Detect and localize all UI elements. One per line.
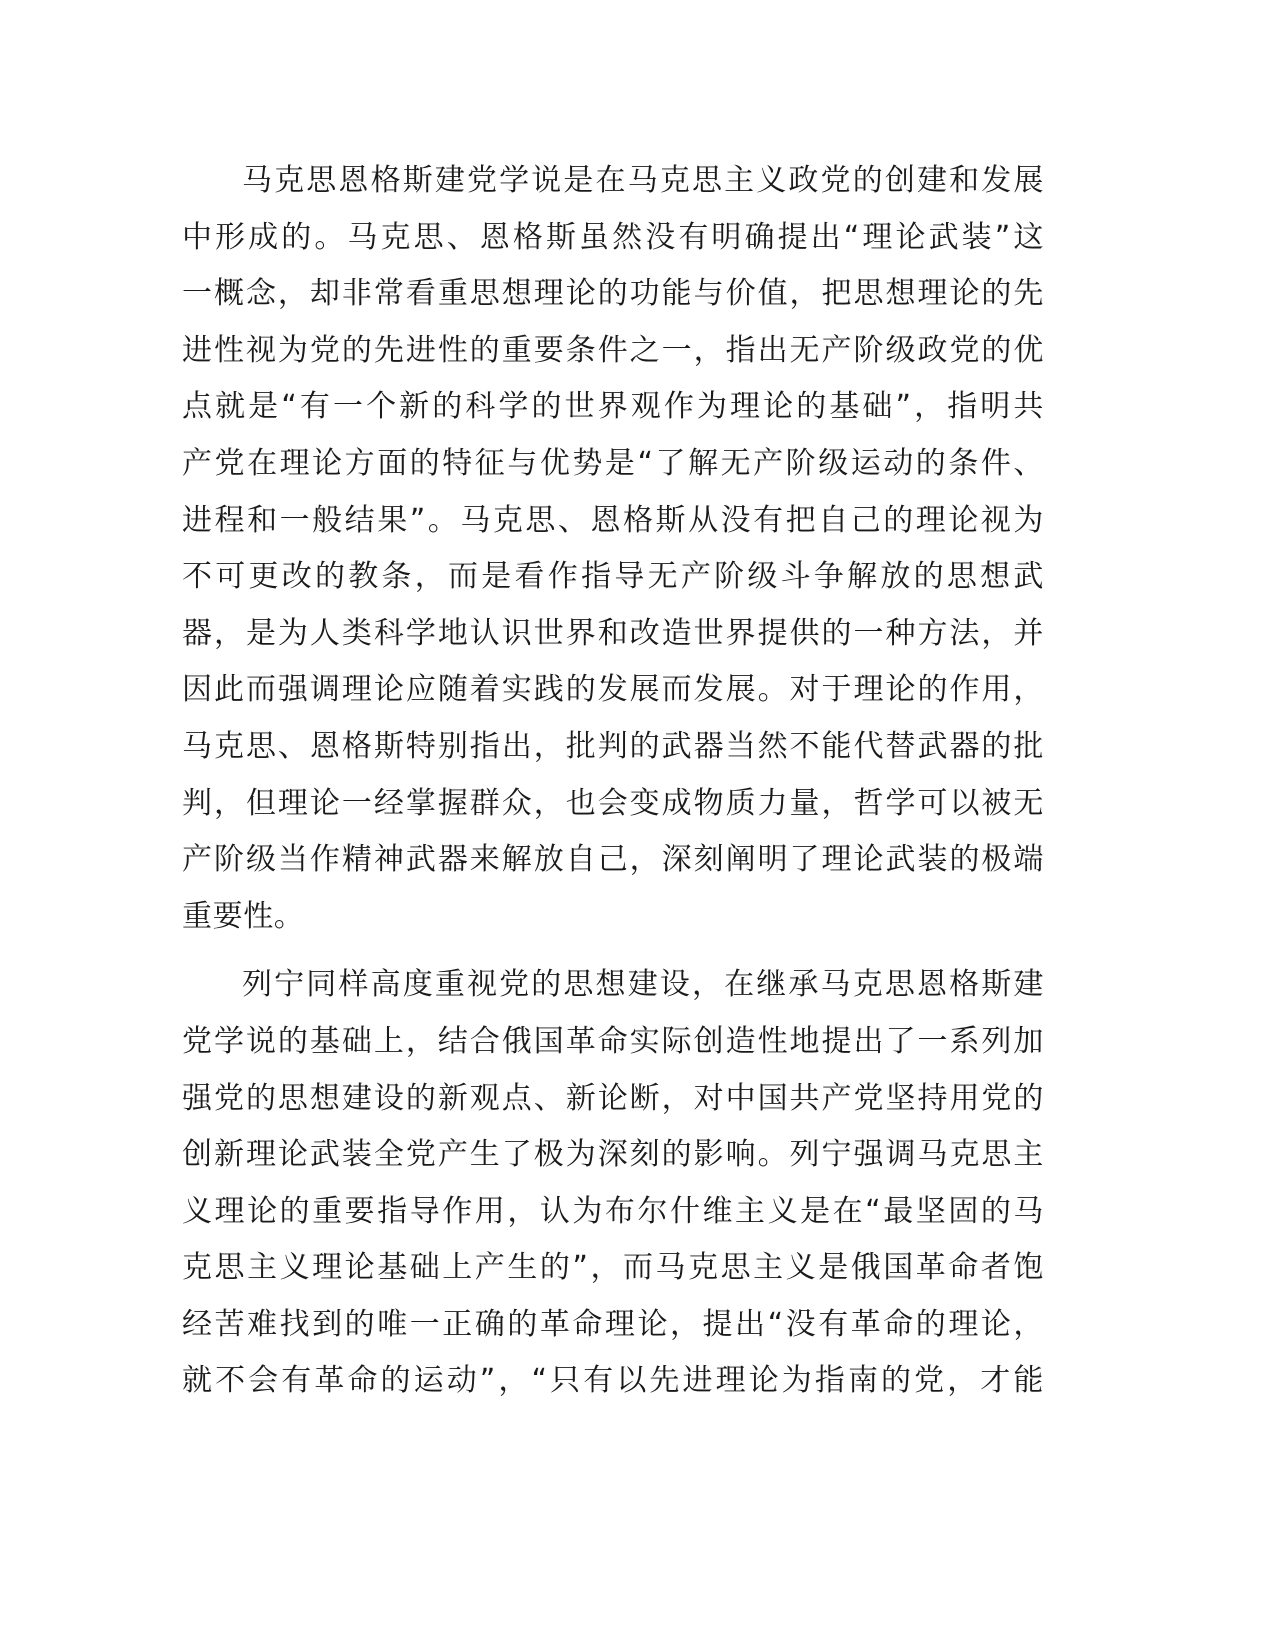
text-line: 创新理论武装全党产生了极为深刻的影响。列宁强调马克思主 [182, 1137, 1044, 1173]
text-line: 强党的思想建设的新观点、新论断，对中国共产党坚持用党的 [182, 1080, 1044, 1116]
text-line: 一概念，却非常看重思想理论的功能与价值，把思想理论的先 [182, 276, 1044, 312]
paragraph-lenin [182, 957, 1044, 1410]
text-line: 因此而强调理论应随着实践的发展而发展。对于理论的作用， [182, 672, 1044, 708]
text-line: 器，是为人类科学地认识世界和改造世界提供的一种方法，并 [182, 615, 1044, 651]
text-line: 产阶级当作精神武器来解放自己，深刻阐明了理论武装的极端 [182, 842, 1044, 878]
text-line: 进性视为党的先进性的重要条件之一，指出无产阶级政党的优 [182, 332, 1044, 368]
text-line: 党学说的基础上，结合俄国革命实际创造性地提出了一系列加 [182, 1023, 1044, 1059]
text-line: 经苦难找到的唯一正确的革命理论，提出“没有革命的理论， [182, 1306, 1044, 1342]
text-line: 马克思、恩格斯特别指出，批判的武器当然不能代替武器的批 [182, 728, 1044, 764]
text-line: 不可更改的教条，而是看作指导无产阶级斗争解放的思想武 [182, 559, 1044, 595]
text-line: 产党在理论方面的特征与优势是“了解无产阶级运动的条件、 [182, 445, 1044, 481]
text-line: 点就是“有一个新的科学的世界观作为理论的基础”，指明共 [182, 389, 1044, 425]
document-body [182, 153, 1044, 1410]
paragraph-marx-engels [182, 153, 1044, 945]
text-line: 就不会有革命的运动”，“只有以先进理论为指南的党，才能 [182, 1363, 1044, 1399]
text-line: 进程和一般结果”。马克思、恩格斯从没有把自己的理论视为 [182, 502, 1044, 538]
text-line: 中形成的。马克思、恩格斯虽然没有明确提出“理论武装”这 [182, 219, 1044, 255]
text-line: 列宁同样高度重视党的思想建设，在继承马克思恩格斯建 [242, 967, 1044, 1003]
text-line: 判，但理论一经掌握群众，也会变成物质力量，哲学可以被无 [182, 785, 1044, 821]
text-line: 克思主义理论基础上产生的”，而马克思主义是俄国革命者饱 [182, 1250, 1044, 1286]
text-line: 义理论的重要指导作用，认为布尔什维主义是在“最坚固的马 [182, 1193, 1044, 1229]
text-line: 马克思恩格斯建党学说是在马克思主义政党的创建和发展 [242, 163, 1044, 198]
text-line: 重要性。 [182, 898, 305, 934]
